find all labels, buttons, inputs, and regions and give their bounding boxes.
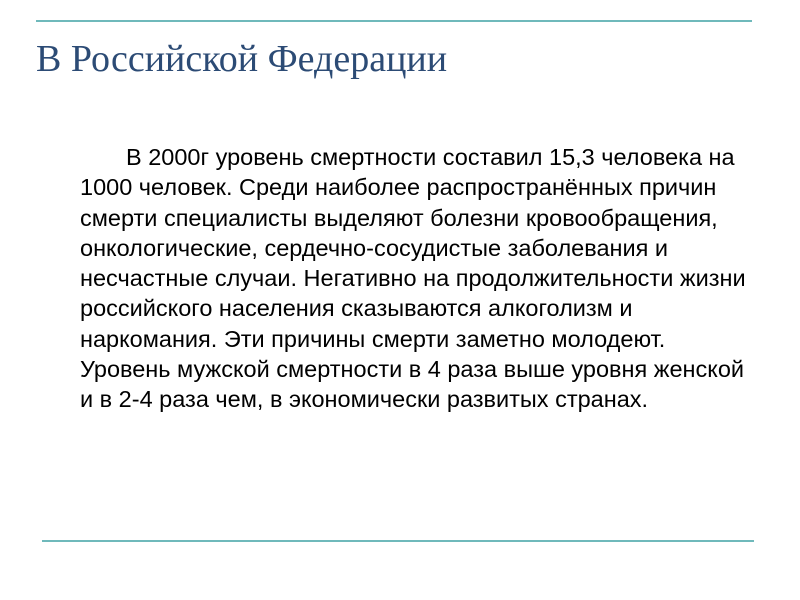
slide-title: В Российской Федерации — [36, 38, 448, 80]
slide-body-text: В 2000г уровень смертности составил 15,3 человека на 1000 человек. Среди наиболее распространённых причин смерти специалисты выделяют болезни кровообращения, онкологические, сердечно-сосудистые заболевания и несчастные случаи. Негативно на продолжительности жизни российского населения сказываются алкоголизм и наркомания. Эти причины смерти заметно молодеют. Уровень мужской смертности в 4 раза выше уровня женской и в 2-4 раза чем, в экономически развитых странах. — [80, 144, 746, 413]
top-divider-line — [36, 20, 752, 22]
bottom-divider-line — [42, 540, 754, 542]
